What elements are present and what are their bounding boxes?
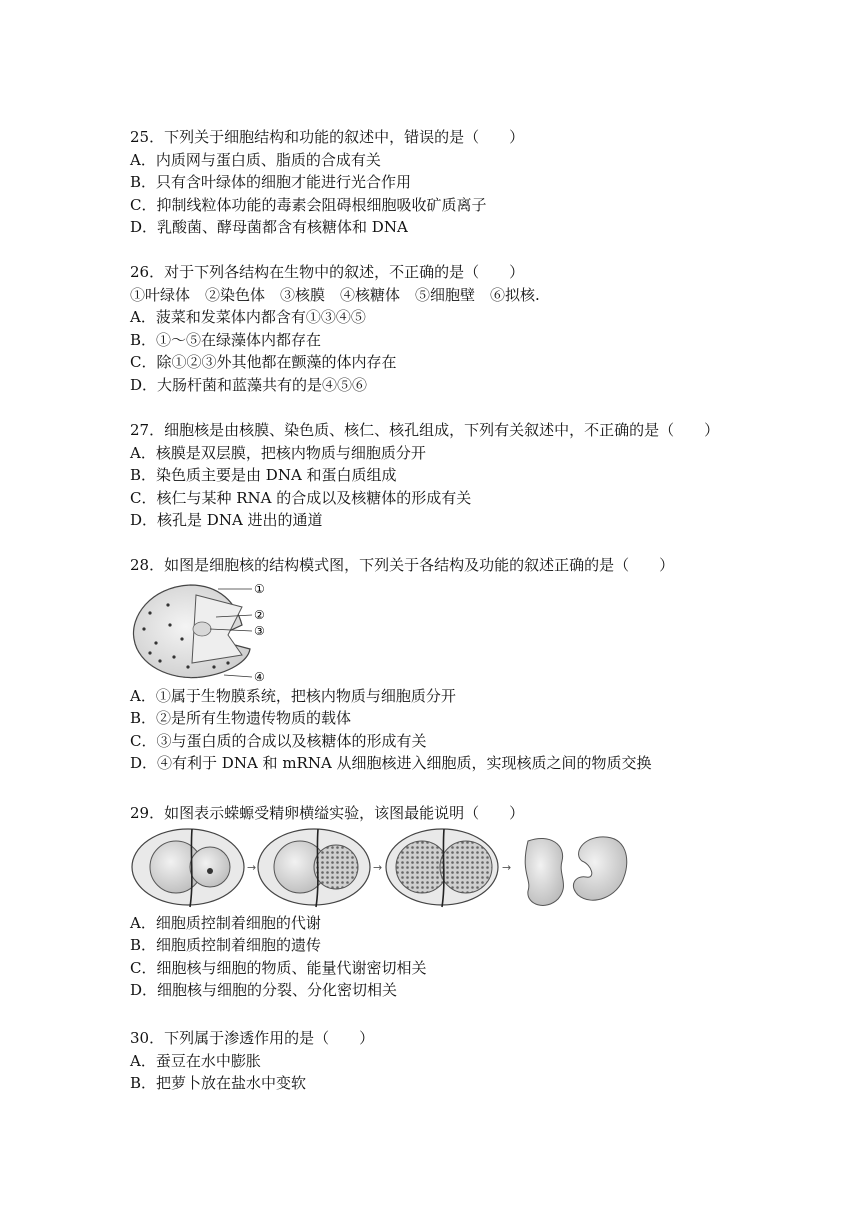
svg-text:→: → <box>247 860 257 874</box>
svg-text:→: → <box>373 860 383 874</box>
question-28 <box>130 554 750 775</box>
option-b: B．把萝卜放在盐水中变软 <box>130 1074 307 1092</box>
question-stem: 26．对于下列各结构在生物中的叙述，不正确的是（ ） <box>130 263 525 281</box>
option-b: B．只有含叶绿体的细胞才能进行光合作用 <box>130 173 412 191</box>
label-4: ④ <box>254 669 265 684</box>
option-a: A．①属于生物膜系统，把核内物质与细胞质分开 <box>130 686 456 705</box>
question-stem: 25．下列关于细胞结构和功能的叙述中，错误的是（ ） <box>130 128 525 146</box>
newt-egg-ligation-diagram <box>130 825 630 912</box>
option-c: C．核仁与某种 RNA 的合成以及核糖体的形成有关 <box>130 488 472 507</box>
structure-list: ①叶绿体 ②染色体 ③核膜 ④核糖体 ⑤细胞壁 ⑥拟核. <box>130 285 540 304</box>
option-d: D．细胞核与细胞的分裂、分化密切相关 <box>130 981 398 999</box>
option-d: D．核孔是 DNA 进出的通道 <box>130 511 323 529</box>
option-d: D．大肠杆菌和蓝藻共有的是④⑤⑥ <box>130 375 368 394</box>
nucleolus <box>193 622 211 636</box>
nucleus-figure <box>130 577 750 685</box>
question-26 <box>130 261 750 396</box>
option-b: B．②是所有生物遗传物质的载体 <box>130 709 352 727</box>
option-a: A．核膜是双层膜，把核内物质与细胞质分开 <box>130 443 426 462</box>
question-stem: 30．下列属于渗透作用的是（ ） <box>130 1029 375 1047</box>
question-stem: 29．如图表示蝾螈受精卵横缢实验，该图最能说明（ ） <box>130 804 525 822</box>
label-2: ② <box>254 607 265 622</box>
option-c: C．③与蛋白质的合成以及核糖体的形成有关 <box>130 731 427 750</box>
newt-egg-figure <box>130 825 750 912</box>
nuclear-envelope-outline <box>133 585 250 678</box>
embryo-left <box>525 838 563 905</box>
option-d: D．乳酸菌、酵母菌都含有核糖体和 DNA <box>130 218 408 236</box>
label-3: ③ <box>254 623 265 638</box>
option-b: B．①～⑤在绿藻体内都存在 <box>130 330 322 349</box>
egg-stage-1 <box>132 829 244 907</box>
option-a: A．菠菜和发菜体内都含有①③④⑤ <box>130 308 366 326</box>
egg-stage-3 <box>386 829 498 907</box>
question-stem: 27．细胞核是由核膜、染色质、核仁、核孔组成，下列有关叙述中，不正确的是（ ） <box>130 421 720 439</box>
egg-stage-2 <box>258 829 370 907</box>
question-stem: 28．如图是细胞核的结构模式图，下列关于各结构及功能的叙述正确的是（ ） <box>130 556 675 574</box>
option-c: C．除①②③外其他都在颤藻的体内存在 <box>130 353 397 371</box>
option-c: C．细胞核与细胞的物质、能量代谢密切相关 <box>130 958 427 977</box>
nucleus-diagram <box>130 577 280 685</box>
question-25 <box>130 126 750 239</box>
question-29 <box>130 802 750 1002</box>
question-30 <box>130 1027 750 1095</box>
svg-text:→: → <box>502 860 512 874</box>
option-a: A．细胞质控制着细胞的代谢 <box>130 913 321 932</box>
option-b: B．细胞质控制着细胞的遗传 <box>130 936 322 954</box>
embryo-right <box>573 836 626 899</box>
option-a: A．蚕豆在水中膨胀 <box>130 1051 261 1070</box>
option-a: A．内质网与蛋白质、脂质的合成有关 <box>130 150 381 169</box>
label-1: ① <box>254 581 265 596</box>
question-27 <box>130 419 750 532</box>
option-c: C．抑制线粒体功能的毒素会阻碍根细胞吸收矿质离子 <box>130 195 487 214</box>
option-d: D．④有利于 DNA 和 mRNA 从细胞核进入细胞质，实现核质之间的物质交换 <box>130 754 652 772</box>
option-b: B．染色质主要是由 DNA 和蛋白质组成 <box>130 466 397 484</box>
